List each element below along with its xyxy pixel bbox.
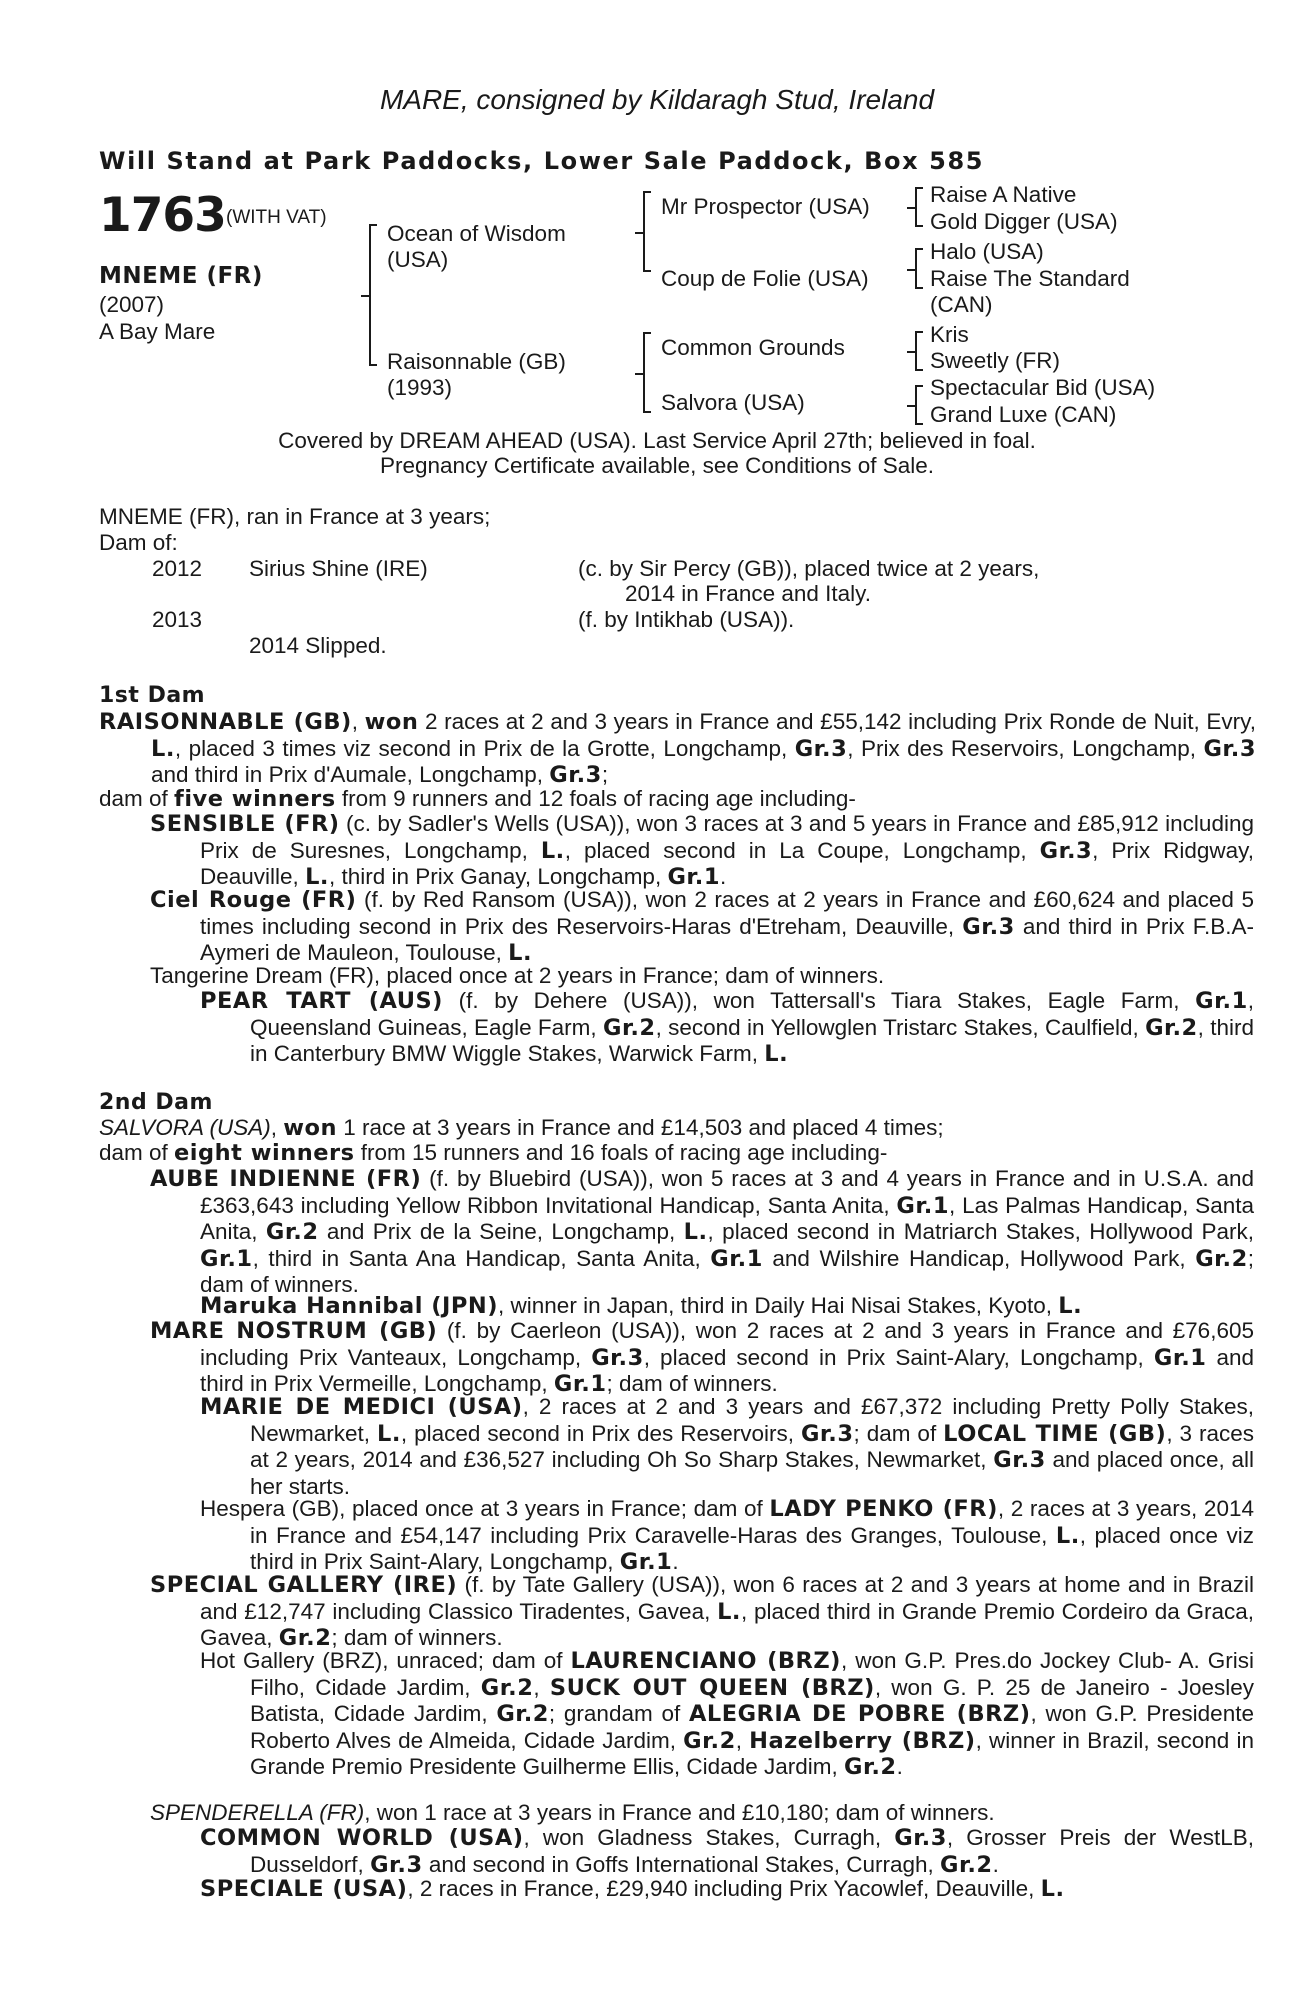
pregnancy-line: Pregnancy Certificate available, see Conditions of Sale.	[379, 453, 935, 478]
pedigree-bracket-dam	[643, 332, 645, 413]
produce-common-world: COMMON WORLD (USA), won Gladness Stakes, Curragh, Gr.3, Grosser Preis der WestLB, Dusseldorf, Gr.3 and second in Goffs International Stakes, Curragh, Gr.2.	[200, 1825, 1254, 1878]
pedigree-sire-sire: Mr Prospector (USA)	[661, 194, 870, 219]
produce-intro: MNEME (FR), ran in France at 3 years;	[99, 504, 491, 529]
produce-maruka-hannibal: Maruka Hannibal (JPN), winner in Japan, third in Daily Hai Nisai Stakes, Kyoto, L.	[200, 1293, 1083, 1319]
pedigree-dam: Raisonnable (GB) (1993)	[387, 349, 566, 400]
first-dam-heading: 1st Dam	[99, 683, 206, 708]
produce-sensible: SENSIBLE (FR) (c. by Sadler's Wells (USA)), won 3 races at 3 and 5 years in France and £85,912 including Prix de Suresnes, Longchamp, L., placed second in La Coupe, Longchamp, Gr.3, Prix Ridgway, Deauville, L., third in Prix Ganay, Longchamp, Gr.1.	[150, 811, 1254, 890]
horse-description: A Bay Mare	[99, 319, 216, 344]
produce-hot-gallery: Hot Gallery (BRZ), unraced; dam of LAURENCIANO (BRZ), won G.P. Pres.do Jockey Club- A. Grisi Filho, Cidade Jardim, Gr.2, SUCK OUT QUEEN (BRZ), won G. P. 25 de Janeiro - Joesley Batista, Cidade Jardim, Gr.2; grandam of ALEGRIA DE POBRE (BRZ), won G.P. Presidente Roberto Alves de Almeida, Cidade Jardim, Gr.2, Hazelberry (BRZ), winner in Brazil, second in Grande Premio Presidente Guilherme Ellis, Cidade Jardim, Gr.2.	[200, 1648, 1254, 1780]
pedigree-dam-sire: Common Grounds	[661, 335, 845, 360]
horse-name: MNEME (FR)	[99, 263, 263, 289]
produce-details-2013: (f. by Intikhab (USA)).	[578, 607, 795, 632]
produce-2014-slipped: 2014 Slipped.	[249, 633, 387, 658]
page-title: MARE, consigned by Kildaragh Stud, Ireland	[379, 84, 935, 115]
produce-year-2013: 2013	[152, 607, 203, 632]
produce-name-2012: Sirius Shine (IRE)	[249, 556, 428, 581]
pedigree-bracket-g2	[915, 248, 917, 289]
produce-tangerine-dream: Tangerine Dream (FR), placed once at 2 years in France; dam of winners.	[150, 963, 885, 988]
produce-special-gallery: SPECIAL GALLERY (IRE) (f. by Tate Gallery (USA)), won 6 races at 2 and 3 years at home and in Brazil and £12,747 including Classico Tiradentes, Gavea, L., placed third in Grande Premio Cordeiro da Graca, Gavea, Gr.2; dam of winners.	[150, 1572, 1254, 1651]
stable-location: Will Stand at Park Paddocks, Lower Sale Paddock, Box 585	[99, 147, 985, 175]
produce-speciale: SPECIALE (USA), 2 races in France, £29,940 including Prix Yacowlef, Deauville, L.	[200, 1876, 1065, 1902]
pedigree-bracket-g4	[915, 385, 917, 425]
pedigree-g2: Gold Digger (USA)	[930, 209, 1118, 234]
produce-ciel-rouge: Ciel Rouge (FR) (f. by Red Ransom (USA)), won 2 races at 2 years in France and £60,624 and placed 5 times including second in Prix des Reservoirs-Haras d'Etreham, Deauville, Gr.3 and third in Prix F.B.A-Aymeri de Mauleon, Toulouse, L.	[150, 887, 1254, 966]
second-dam-summary: dam of eight winners from 15 runners and 16 foals of racing age including-	[99, 1140, 888, 1166]
pedigree-bracket-sire	[643, 191, 645, 272]
second-dam-heading: 2nd Dam	[99, 1090, 213, 1115]
produce-marie-de-medici: MARIE DE MEDICI (USA), 2 races at 2 and 3 years and £67,372 including Pretty Polly Stakes, Newmarket, L., placed second in Prix des Reservoirs, Gr.3; dam of LOCAL TIME (GB), 3 races at 2 years, 2014 and £36,527 including Oh So Sharp Stakes, Newmarket, Gr.3 and placed once, all her starts.	[200, 1394, 1254, 1499]
pedigree-g1: Raise A Native	[930, 182, 1077, 207]
pedigree-g7: Spectacular Bid (USA)	[930, 375, 1156, 400]
produce-aube-indienne: AUBE INDIENNE (FR) (f. by Bluebird (USA)), won 5 races at 3 and 4 years in France and in U.S.A. and £363,643 including Yellow Ribbon Invitational Handicap, Santa Anita, Gr.1, Las Palmas Handicap, Santa Anita, Gr.2 and Prix de la Seine, Longchamp, L., placed second in Matriarch Stakes, Hollywood Park, Gr.1, third in Santa Ana Handicap, Santa Anita, Gr.1 and Wilshire Handicap, Hollywood Park, Gr.2; dam of winners.	[150, 1166, 1255, 1297]
covered-line: Covered by DREAM AHEAD (USA). Last Service April 27th; believed in foal.	[278, 428, 1036, 453]
produce-details-2012b: 2014 in France and Italy.	[625, 581, 871, 606]
lot-number: 1763	[99, 188, 226, 243]
produce-pear-tart: PEAR TART (AUS) (f. by Dehere (USA)), won Tattersall's Tiara Stakes, Eagle Farm, Gr.1, Queensland Guineas, Eagle Farm, Gr.2, second in Yellowglen Tristarc Stakes, Caulfield, Gr.2, third in Canterbury BMW Wiggle Stakes, Warwick Farm, L.	[200, 988, 1255, 1067]
vat-note: (WITH VAT)	[226, 207, 327, 228]
produce-details-2012: (c. by Sir Percy (GB)), placed twice at 2 years,	[578, 556, 1040, 581]
pedigree-g6: Sweetly (FR)	[930, 348, 1061, 373]
pedigree-g3: Halo (USA)	[930, 239, 1044, 264]
pedigree-sire: Ocean of Wisdom (USA)	[387, 221, 566, 272]
foaling-year: (2007)	[99, 292, 165, 317]
pedigree-dam-dam: Salvora (USA)	[661, 390, 805, 415]
pedigree-bracket-g1	[915, 187, 917, 227]
pedigree-g5: Kris	[930, 322, 969, 347]
produce-mare-nostrum: MARE NOSTRUM (GB) (f. by Caerleon (USA)), won 2 races at 2 and 3 years in France and £76,605 including Prix Vanteaux, Longchamp, Gr.3, placed second in Prix Saint-Alary, Longchamp, Gr.1 and third in Prix Vermeille, Longchamp, Gr.1; dam of winners.	[150, 1318, 1254, 1397]
pedigree-sire-dam: Coup de Folie (USA)	[661, 266, 869, 291]
first-dam-summary: dam of five winners from 9 runners and 12 foals of racing age including-	[99, 786, 856, 812]
second-dam-record: SALVORA (USA), won 1 race at 3 years in France and £14,503 and placed 4 times;	[99, 1115, 944, 1141]
pedigree-bracket-main	[369, 224, 371, 366]
produce-year-2012: 2012	[152, 556, 203, 581]
produce-dam-of: Dam of:	[99, 530, 178, 555]
produce-spenderella: SPENDERELLA (FR), won 1 race at 3 years in France and £10,180; dam of winners.	[150, 1800, 995, 1825]
pedigree-g4: Raise The Standard (CAN)	[930, 266, 1130, 317]
pedigree-bracket-g3	[915, 331, 917, 371]
pedigree-g8: Grand Luxe (CAN)	[930, 402, 1117, 427]
first-dam-record: RAISONNABLE (GB), won 2 races at 2 and 3 years in France and £55,142 including Prix Ronde de Nuit, Evry, L., placed 3 times viz second in Prix de la Grotte, Longchamp, Gr.3, Prix des Reservoirs, Longchamp, Gr.3 and third in Prix d'Aumale, Longchamp, Gr.3;	[99, 709, 1256, 788]
produce-hespera: Hespera (GB), placed once at 3 years in France; dam of LADY PENKO (FR), 2 races at 3 years, 2014 in France and £54,147 including Prix Caravelle-Haras des Granges, Toulouse, L., placed once viz third in Prix Saint-Alary, Longchamp, Gr.1.	[200, 1496, 1254, 1575]
